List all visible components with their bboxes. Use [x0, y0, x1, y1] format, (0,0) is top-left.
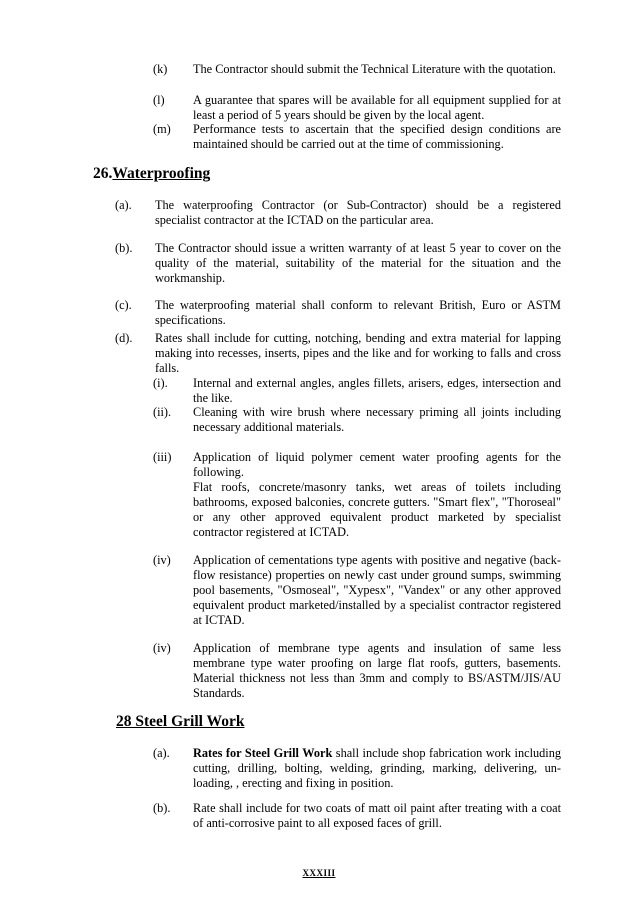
- item-label: (b).: [115, 241, 133, 255]
- item-label: (a).: [153, 746, 170, 760]
- section-number: 26.: [93, 165, 113, 182]
- item-text: [193, 746, 561, 791]
- item-text-rest: shall include shop fabrication work including cutting, drilling, bolting, welding, grinding, marking, delivering, un-loading, , erecting and fixing in position.: [193, 746, 561, 790]
- list-item-d: [115, 331, 561, 376]
- item-text: The waterproofing material shall conform to relevant British, Euro or ASTM specifications.: [155, 298, 561, 327]
- section-26-heading: [93, 166, 210, 181]
- item-text: Rate shall include for two coats of matt oil paint after treating with a coat of anti-corrosive paint to all exposed faces of grill.: [193, 801, 561, 830]
- list-item-l: [153, 93, 561, 123]
- item-text: Rates shall include for cutting, notching, bending and extra material for lapping making into recesses, inserts, pipes and the like and for working to falls and cross falls.: [155, 331, 561, 375]
- item-text: A guarantee that spares will be available for all equipment supplied for at least a period of 5 years should be given by the local agent.: [193, 93, 561, 122]
- item-label: (d).: [115, 331, 133, 345]
- item-text: Application of membrane type agents and insulation of same less membrane type water proofing on large flat roofs, gutters, basements. Material thickness not less than 3mm and comply to BS/ASTM/JIS/AU Standards.: [193, 641, 561, 700]
- item-text: The Contractor should submit the Technical Literature with the quotation.: [193, 62, 556, 76]
- item-text: The waterproofing Contractor (or Sub-Contractor) should be a registered specialist contractor at the ICTAD on the particular area.: [155, 198, 561, 227]
- list-item-b: [153, 801, 561, 831]
- item-label: (l): [153, 93, 165, 107]
- list-item-b: [115, 241, 561, 286]
- item-label: (k): [153, 62, 168, 76]
- sub-item-iv: [153, 553, 561, 628]
- list-item-c: [115, 298, 561, 328]
- sub-item-iv-2: [153, 641, 561, 701]
- sub-item-ii: [153, 405, 561, 435]
- section-28-heading: 28 Steel Grill Work: [116, 713, 245, 730]
- item-text-intro: Application of liquid polymer cement water proofing agents for the following.: [193, 450, 561, 479]
- item-text: The Contractor should issue a written warranty of at least 5 year to cover on the quality of the material, suitability of the material for the situation and the workmanship.: [155, 241, 561, 285]
- item-text: Performance tests to ascertain that the specified design conditions are maintained should be carried out at the time of commissioning.: [193, 122, 561, 151]
- item-label: (iii): [153, 450, 172, 464]
- section-title: Waterproofing: [112, 165, 211, 182]
- item-label: (c).: [115, 298, 132, 312]
- list-item-a: [153, 746, 561, 791]
- item-text: Application of cementations type agents with positive and negative (back-flow resistance) properties on newly cast under ground sumps, swimming pool basements, "Osmoseal", "Xypesx", "Vandex" or any other approved equivalent product marketed/installed by a specialist contractor registered at ICTAD.: [193, 553, 561, 627]
- item-text-detail: Flat roofs, concrete/masonry tanks, wet areas of toilets including bathrooms, exposed balconies, concrete gutters. "Smart flex", "Thoroseal" or any other approved equivalent product marketed by specialist contractor registered at ICTAD.: [193, 480, 561, 539]
- list-item-m: [153, 122, 561, 152]
- item-label: (ii).: [153, 405, 172, 419]
- item-label: (a).: [115, 198, 132, 212]
- item-text: Internal and external angles, angles fillets, arisers, edges, intersection and the like.: [193, 376, 561, 405]
- item-label: (m): [153, 122, 171, 136]
- item-label: (iv): [153, 553, 171, 567]
- sub-item-iii: [153, 450, 561, 540]
- page-number: XXXIII: [302, 868, 336, 878]
- item-label: (b).: [153, 801, 171, 815]
- list-item-k: [153, 62, 561, 77]
- item-text: [193, 450, 561, 540]
- item-label: (i).: [153, 376, 168, 390]
- list-item-a: [115, 198, 561, 228]
- item-bold-lead: Rates for Steel Grill Work: [193, 746, 333, 760]
- sub-item-i: [153, 376, 561, 406]
- item-label: (iv): [153, 641, 171, 655]
- item-text: Cleaning with wire brush where necessary priming all joints including necessary additional materials.: [193, 405, 561, 434]
